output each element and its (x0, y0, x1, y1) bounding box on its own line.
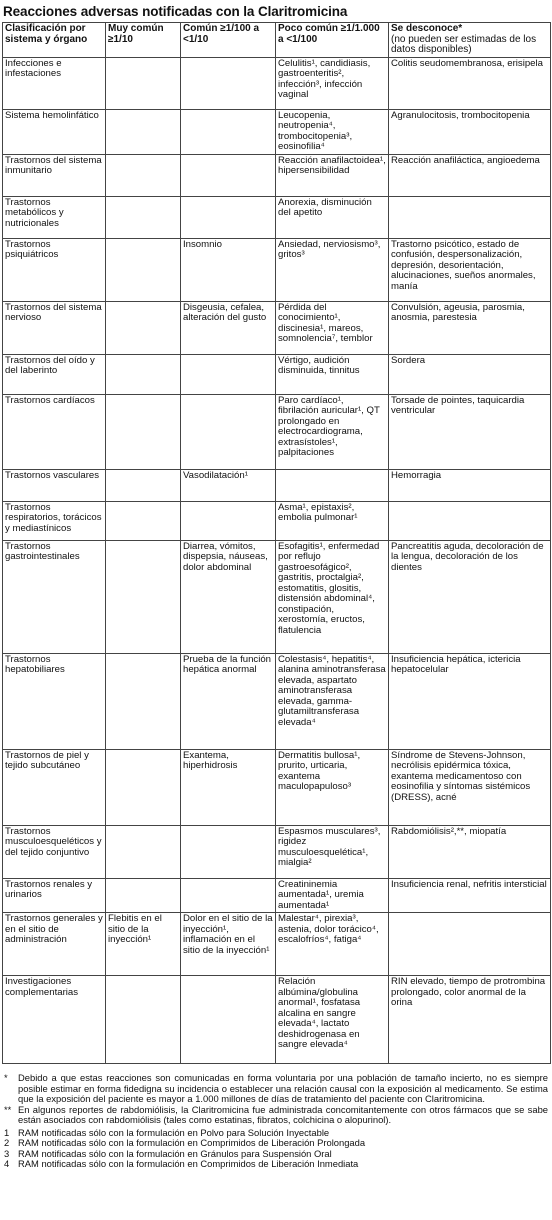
organ-class-cell: Trastornos cardíacos (3, 394, 106, 469)
frequency-cell: Prueba de la función hepática anormal (181, 653, 276, 749)
frequency-cell (106, 749, 181, 825)
organ-class-cell: Trastornos psiquiátricos (3, 238, 106, 301)
frequency-cell: Reacción anafilactoidea¹, hipersensibilidad (276, 154, 389, 196)
frequency-cell: Dermatitis bullosa¹, prurito, urticaria, exantema maculopapuloso³ (276, 749, 389, 825)
organ-class-cell: Trastornos generales y en el sitio de administración (3, 913, 106, 976)
frequency-cell: Convulsión, ageusia, parosmia, anosmia, parestesia (389, 301, 551, 354)
frequency-cell (181, 109, 276, 154)
organ-class-cell: Trastornos gastrointestinales (3, 540, 106, 653)
frequency-cell: Flebitis en el sitio de la inyección¹ (106, 913, 181, 976)
frequency-cell (181, 878, 276, 913)
frequency-cell: Espasmos musculares³, rigidez musculoesquelética¹, mialgia² (276, 825, 389, 878)
frequency-cell (181, 394, 276, 469)
adverse-reactions-table (2, 22, 551, 1064)
organ-class-cell: Trastornos respiratorios, torácicos y mediastínicos (3, 501, 106, 540)
frequency-cell: Esofagitis¹, enfermedad por reflujo gastroesofágico², gastritis, proctalgia², estomatitis, glositis, distensión abdominal⁴, constipación, xerostomía, eructos, flatulencia (276, 540, 389, 653)
footnote-text: En algunos reportes de rabdomiólisis, la Claritromicina fue administrada concomitantemente con otros fármacos que se sabe están asociados con rabdomiólisis (tales como estatinas, fibratos, colchicina o alopurinol). (18, 1103, 548, 1125)
frequency-cell (106, 469, 181, 501)
footnote-text: RAM notificadas sólo con la formulación en Comprimidos de Liberación Inmediata (18, 1158, 359, 1169)
table-row (3, 109, 551, 154)
frequency-cell: Vasodilatación¹ (181, 469, 276, 501)
footnote-text: Debido a que estas reacciones son comunicadas en forma voluntaria por una población de tamaño incierto, no es siempre posible estimar en forma fidedigna su incidencia o establecer una relación causal con la exposición al medicamento. Se estima que la exposición del paciente es mayor a 1.000 millones de días de tratamiento del paciente con Claritromicina. (18, 1072, 548, 1104)
frequency-cell (106, 154, 181, 196)
frequency-cell (106, 976, 181, 1064)
frequency-cell (106, 57, 181, 109)
frequency-cell (106, 109, 181, 154)
footnote-text: RAM notificadas sólo con la formulación en Polvo para Solución Inyectable (18, 1126, 330, 1138)
frequency-cell: RIN elevado, tiempo de protrombina prolongado, color anormal de la orina (389, 976, 551, 1064)
frequency-cell (106, 301, 181, 354)
footnote-text: RAM notificadas sólo con la formulación en Comprimidos de Liberación Prolongada (18, 1137, 366, 1148)
frequency-cell (181, 196, 276, 238)
frequency-cell (106, 540, 181, 653)
table-row (3, 653, 551, 749)
frequency-cell: Trastorno psicótico, estado de confusión, despersonalización, depresión, desorientación, alucinaciones, sueños anormales, manía (389, 238, 551, 301)
table-row (3, 394, 551, 469)
footnote-mark: ** (4, 1103, 12, 1115)
frequency-cell (389, 501, 551, 540)
table-row (3, 469, 551, 501)
frequency-cell (106, 501, 181, 540)
frequency-cell (181, 976, 276, 1064)
frequency-cell: Insuficiencia renal, nefritis intersticial (389, 878, 551, 913)
organ-class-cell: Sistema hemolinfático (3, 109, 106, 154)
table-header-row (3, 23, 551, 58)
table-row (3, 196, 551, 238)
frequency-cell: Malestar⁴, pirexia³, astenia, dolor torácico⁴, escalofríos⁴, fatiga⁴ (276, 913, 389, 976)
table-body (3, 57, 551, 1064)
frequency-cell: Vértigo, audición disminuida, tinnitus (276, 354, 389, 394)
footnote-text: RAM notificadas sólo con la formulación en Gránulos para Suspensión Oral (18, 1147, 332, 1159)
frequency-cell: Síndrome de Stevens-Johnson, necrólisis epidérmica tóxica, exantema medicamentoso con eosinofilia y síntomas sistémicos (DRESS), acné (389, 749, 551, 825)
frequency-cell: Disgeusia, cefalea, alteración del gusto (181, 301, 276, 354)
frequency-cell: Insomnio (181, 238, 276, 301)
table-row (3, 238, 551, 301)
header-cell: Muy común ≥1/10 (106, 23, 181, 58)
organ-class-cell: Trastornos de piel y tejido subcutáneo (3, 749, 106, 825)
organ-class-cell: Trastornos vasculares (3, 469, 106, 501)
header-cell: Poco común ≥1/1.000 a <1/100 (276, 23, 389, 58)
frequency-cell: Reacción anafiláctica, angioedema (389, 154, 551, 196)
frequency-cell (106, 878, 181, 913)
frequency-cell: Dolor en el sitio de la inyección¹, inflamación en el sitio de la inyección¹ (181, 913, 276, 976)
frequency-cell (106, 196, 181, 238)
frequency-cell (181, 154, 276, 196)
footnote (4, 1159, 550, 1170)
frequency-cell (181, 501, 276, 540)
header-cell: Clasificación por sistema y órgano (3, 23, 106, 58)
table-row (3, 57, 551, 109)
footnote-mark: * (4, 1072, 8, 1083)
frequency-cell (181, 354, 276, 394)
frequency-cell: Diarrea, vómitos, dispepsia, náuseas, dolor abdominal (181, 540, 276, 653)
table-row (3, 301, 551, 354)
organ-class-cell: Infecciones e infestaciones (3, 57, 106, 109)
table-row (3, 354, 551, 394)
frequency-cell: Ansiedad, nerviosismo³, gritos³ (276, 238, 389, 301)
footnote-mark: 4 (4, 1158, 10, 1169)
frequency-cell: Exantema, hiperhidrosis (181, 749, 276, 825)
frequency-cell: Pancreatitis aguda, decoloración de la lengua, decoloración de los dientes (389, 540, 551, 653)
frequency-cell (181, 825, 276, 878)
frequency-cell: Torsade de pointes, taquicardia ventricular (389, 394, 551, 469)
frequency-cell: Leucopenia, neutropenia⁴, trombocitopenia³, eosinofilia⁴ (276, 109, 389, 154)
table-row (3, 749, 551, 825)
frequency-cell (106, 354, 181, 394)
frequency-cell (106, 653, 181, 749)
frequency-cell: Hemorragia (389, 469, 551, 501)
organ-class-cell: Trastornos renales y urinarios (3, 878, 106, 913)
frequency-cell: Asma¹, epistaxis², embolia pulmonar¹ (276, 501, 389, 540)
table-row (3, 501, 551, 540)
footnotes (4, 1073, 550, 1170)
frequency-cell (181, 57, 276, 109)
organ-class-cell: Trastornos musculoesqueléticos y del tejido conjuntivo (3, 825, 106, 878)
frequency-cell: Relación albúmina/globulina anormal¹, fosfatasa alcalina en sangre elevada⁴, lactato deshidrogenasa en sangre elevada⁴ (276, 976, 389, 1064)
frequency-cell: Colitis seudomembranosa, erisipela (389, 57, 551, 109)
frequency-cell: Sordera (389, 354, 551, 394)
frequency-cell: Rabdomiólisis²,**, miopatía (389, 825, 551, 878)
frequency-cell: Pérdida del conocimiento¹, discinesia¹, mareos, somnolencia⁷, temblor (276, 301, 389, 354)
footnote-mark: 1 (4, 1126, 10, 1138)
footnote (4, 1138, 550, 1149)
table-row (3, 540, 551, 653)
footnote-mark: 3 (4, 1147, 10, 1159)
header-cell: Común ≥1/100 a <1/10 (181, 23, 276, 58)
table-row (3, 976, 551, 1064)
footnote (4, 1105, 550, 1126)
frequency-cell (106, 238, 181, 301)
footnote (4, 1073, 550, 1105)
organ-class-cell: Trastornos del sistema inmunitario (3, 154, 106, 196)
frequency-cell: Colestasis⁴, hepatitis⁴, alanina aminotransferasa elevada, aspartato aminotransferasa elevada, gamma-glutamiltransferasa elevada⁴ (276, 653, 389, 749)
frequency-cell: Paro cardíaco¹, fibrilación auricular¹, QT prolongado en electrocardiograma, extrasístoles¹, palpitaciones (276, 394, 389, 469)
table-row (3, 878, 551, 913)
table-title: Reacciones adversas notificadas con la Claritromicina (3, 4, 348, 19)
frequency-cell (276, 469, 389, 501)
table-row (3, 825, 551, 878)
organ-class-cell: Trastornos hepatobiliares (3, 653, 106, 749)
frequency-cell: Insuficiencia hepática, ictericia hepatocelular (389, 653, 551, 749)
organ-class-cell: Trastornos del oído y del laberinto (3, 354, 106, 394)
table-row (3, 913, 551, 976)
frequency-cell (106, 394, 181, 469)
table-row (3, 154, 551, 196)
organ-class-cell: Investigaciones complementarias (3, 976, 106, 1064)
footnote-mark: 2 (4, 1137, 10, 1148)
frequency-cell: Anorexia, disminución del apetito (276, 196, 389, 238)
frequency-cell: Agranulocitosis, trombocitopenia (389, 109, 551, 154)
frequency-cell: Creatininemia aumentada¹, uremia aumentada¹ (276, 878, 389, 913)
header-cell: Se desconoce* (no pueden ser estimadas de los datos disponibles) (389, 23, 551, 58)
organ-class-cell: Trastornos metabólicos y nutricionales (3, 196, 106, 238)
frequency-cell (389, 913, 551, 976)
frequency-cell (106, 825, 181, 878)
frequency-cell (389, 196, 551, 238)
organ-class-cell: Trastornos del sistema nervioso (3, 301, 106, 354)
frequency-cell: Celulitis¹, candidiasis, gastroenteritis², infección³, infección vaginal (276, 57, 389, 109)
